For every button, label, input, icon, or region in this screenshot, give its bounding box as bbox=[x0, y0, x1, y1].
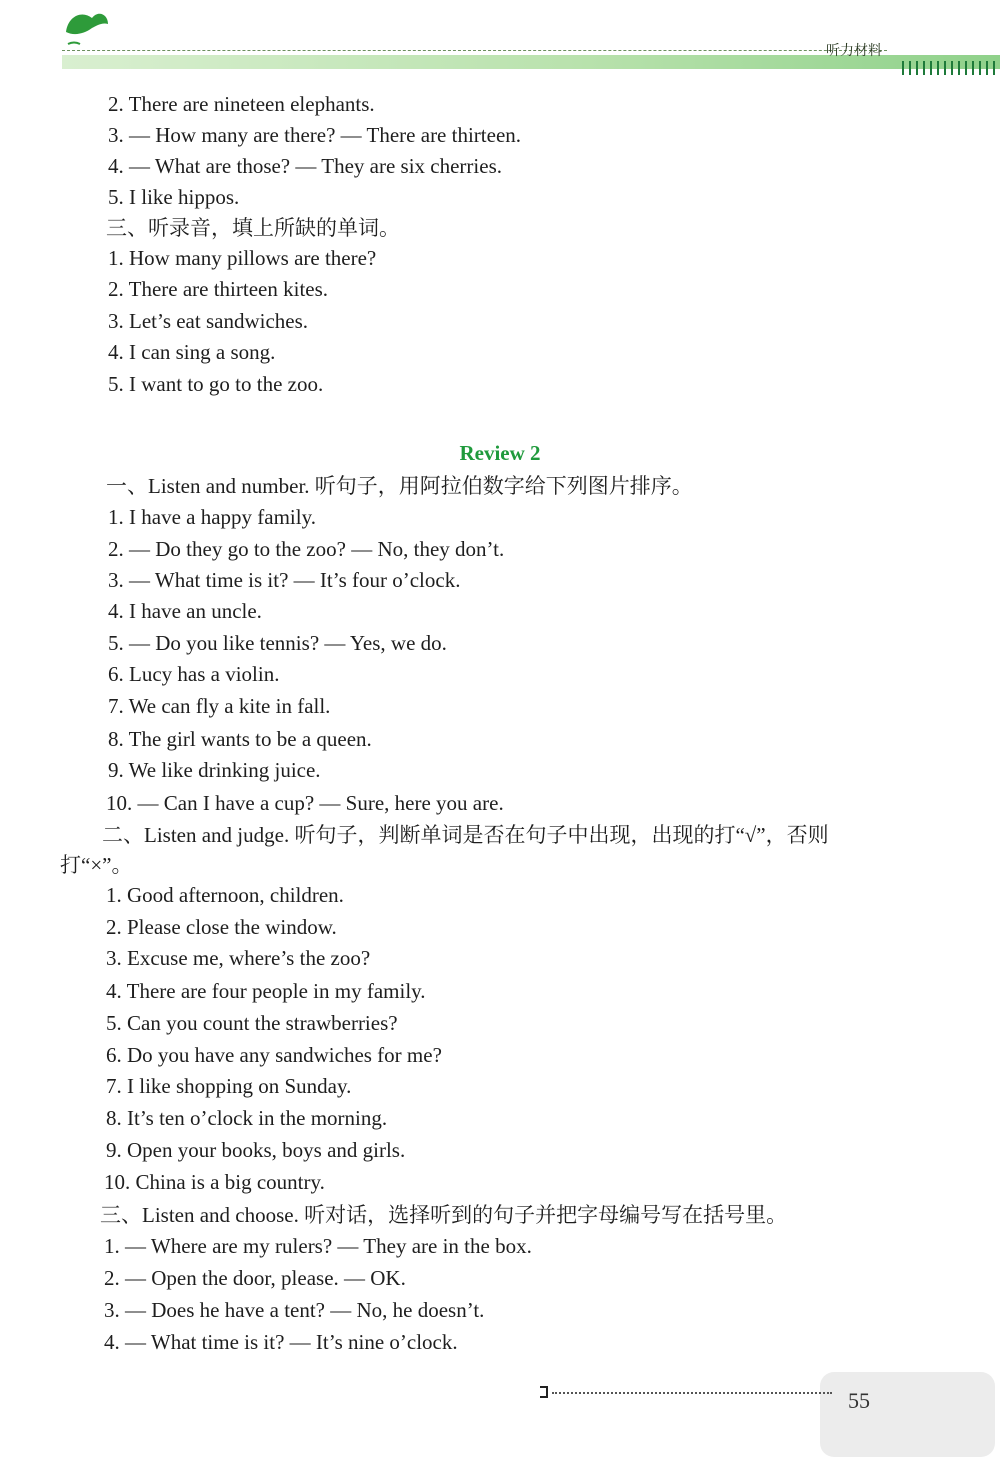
section-title: 二、Listen and judge. 听句子，判断单词是否在句子中出现，出现的打“√”，否则 bbox=[102, 823, 829, 847]
list-item: 3. — How many are there? — There are thirteen. bbox=[108, 123, 522, 147]
list-item: 8. The girl wants to be a queen. bbox=[108, 727, 372, 751]
list-item: 2. — Open the door, please. — OK. bbox=[104, 1266, 406, 1290]
list-item: 5. I like hippos. bbox=[108, 185, 240, 209]
list-item: 2. There are thirteen kites. bbox=[108, 277, 329, 301]
header-label: 听力材料 bbox=[826, 43, 882, 59]
list-item: 4. I have an uncle. bbox=[108, 599, 262, 623]
watermark-logo bbox=[820, 1372, 995, 1457]
list-item: 10. China is a big country. bbox=[104, 1170, 325, 1194]
header-ticks bbox=[902, 61, 998, 75]
list-item: 4. — What are those? — They are six cherries. bbox=[108, 154, 502, 178]
list-item: 6. Do you have any sandwiches for me? bbox=[106, 1043, 442, 1067]
page-header bbox=[0, 0, 1000, 80]
list-item: 8. It’s ten o’clock in the morning. bbox=[106, 1106, 388, 1130]
list-item: 2. — Do they go to the zoo? — No, they don’t. bbox=[108, 537, 505, 561]
list-item: 3. — Does he have a tent? — No, he doesn’t. bbox=[104, 1298, 485, 1322]
list-item: 7. I like shopping on Sunday. bbox=[106, 1074, 352, 1098]
review-heading: Review 2 bbox=[459, 441, 541, 465]
list-item: 2. There are nineteen elephants. bbox=[108, 92, 375, 116]
list-item: 3. — What time is it? — It’s four o’clock. bbox=[108, 568, 461, 592]
list-item: 5. — Do you like tennis? — Yes, we do. bbox=[108, 631, 447, 655]
list-item: 3. Excuse me, where’s the zoo? bbox=[106, 946, 371, 970]
footer-dotted-rule bbox=[552, 1392, 832, 1394]
section-title: 三、Listen and choose. 听对话，选择听到的句子并把字母编号写在括号里。 bbox=[100, 1203, 788, 1227]
list-item: 10. — Can I have a cup? — Sure, here you are. bbox=[106, 791, 504, 815]
list-item: 5. Can you count the strawberries? bbox=[106, 1011, 398, 1035]
section-title: 一、Listen and number. 听句子，用阿拉伯数字给下列图片排序。 bbox=[106, 474, 693, 498]
list-item: 1. I have a happy family. bbox=[108, 505, 316, 529]
list-item: 7. We can fly a kite in fall. bbox=[108, 694, 331, 718]
list-item: 9. We like drinking juice. bbox=[108, 758, 321, 782]
footer-bracket bbox=[540, 1386, 548, 1398]
list-item: 6. Lucy has a violin. bbox=[108, 662, 280, 686]
list-item: 3. Let’s eat sandwiches. bbox=[108, 309, 309, 333]
header-rule bbox=[62, 50, 887, 51]
list-item: 5. I want to go to the zoo. bbox=[108, 372, 324, 396]
section-title: 三、听录音，填上所缺的单词。 bbox=[106, 216, 400, 240]
list-item: 1. — Where are my rulers? — They are in the box. bbox=[104, 1234, 532, 1258]
list-item: 4. There are four people in my family. bbox=[106, 979, 426, 1003]
leaf-logo-icon bbox=[62, 6, 112, 50]
list-item: 1. Good afternoon, children. bbox=[106, 883, 344, 907]
list-item: 1. How many pillows are there? bbox=[108, 246, 377, 270]
list-item: 4. — What time is it? — It’s nine o’clock. bbox=[104, 1330, 458, 1354]
list-item: 9. Open your books, boys and girls. bbox=[106, 1138, 406, 1162]
list-item: 4. I can sing a song. bbox=[108, 340, 276, 364]
page-number: 55 bbox=[848, 1388, 870, 1413]
section-title-continued: 打“×”。 bbox=[60, 853, 133, 877]
list-item: 2. Please close the window. bbox=[106, 915, 337, 939]
